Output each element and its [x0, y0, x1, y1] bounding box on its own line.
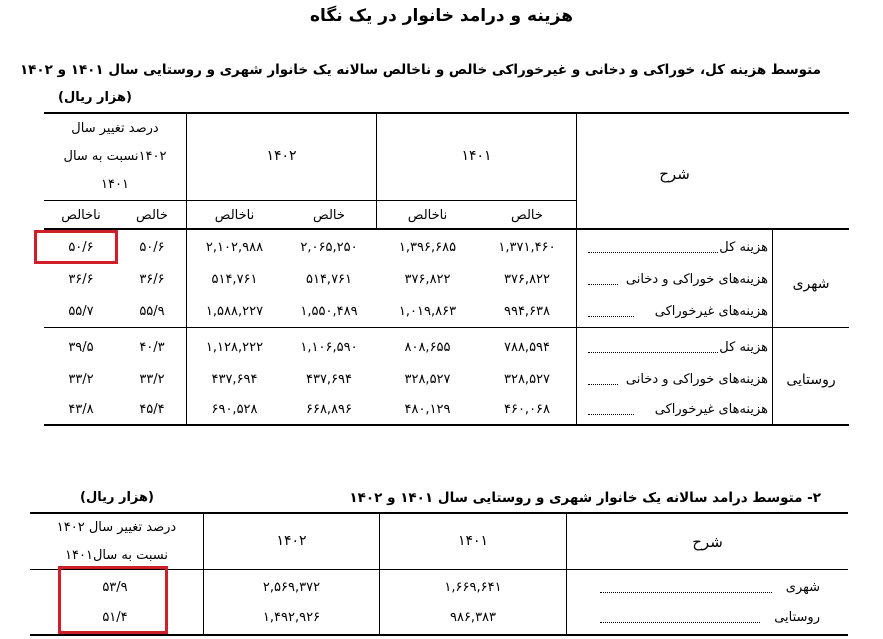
header-year-1401: ۱۴۰۱	[457, 533, 489, 549]
group-label-rural: روستایی	[786, 372, 836, 388]
expense-table: شرح ۱۴۰۱ ۱۴۰۲ درصد تغییر سال ۱۴۰۲نسبت به سال ۱۴۰۱ خالص ناخالص خالص ناخالص خالص ناخالص شهری روستایی هزینه کل ۱,۳۷۱,۴۶۰ ۱,۳۹۶,۶۸۵ ۲,۰۶۵,۲۵۰ ۲,۱۰۲,۹۸۸ ۵۰/۶ ۵۰/۶ هزینه‌های خوراکی و دخانی ۳۷۶,۸۲۲ ۳۷۶,۸۲۲ ۵۱۴,۷۶۱ ۵۱۴,۷۶۱ ۳۶/۶ ۳۶/۶ هزینه‌های غیرخوراکی ۹۹۴,۶۳۸ ۱,۰۱۹,۸۶۳ ۱,۵۵۰,۴۸۹ ۱,۵۸۸,۲۲۷ ۵۵/۹ ۵۵/۷ هزینه کل ۷۸۸,۵۹۴ ۸۰۸,۶۵۵ ۱,۱۰۶,۵۹۰ ۱,۱۲۸,۲۲۲ ۴۰/۳ ۳۹/۵ هزینه‌های خوراکی و دخانی ۳۲۸,۵۲۷ ۳۲۸,۵۲۷ ۴۳۷,۶۹۴ ۴۳۷,۶۹۴ ۳۳/۲ ۳۳/۲ هزینه‌های غیرخوراکی ۴۶۰,۰۶۸ ۴۸۰,۱۲۹ ۶۶۸,۸۹۶ ۶۹۰,۵۲۸ ۴۵/۴ ۴۳/۸	[0, 0, 883, 639]
header-year-1402: ۱۴۰۲	[276, 533, 307, 549]
row-label: هزینه‌های خوراکی و دخانی	[625, 372, 768, 387]
subheader-gross-1402: ناخالص	[214, 208, 255, 223]
highlight-box	[58, 566, 168, 634]
income-table: شرح ۱۴۰۱ ۱۴۰۲ درصد تغییر سال ۱۴۰۲ نسبت به سال۱۴۰۱ شهری ۱,۶۶۹,۶۴۱ ۲,۵۶۹,۳۷۲ ۵۳/۹ روستایی ۹۸۶,۳۸۳ ۱,۴۹۲,۹۲۶ ۵۱/۴	[0, 0, 883, 639]
header-change-line1: درصد تغییر سال	[71, 121, 159, 136]
subheader-gross-1401: ناخالص	[407, 208, 448, 223]
header-change-line2: نسبت به سال۱۴۰۱	[65, 548, 168, 563]
header-change-line1: درصد تغییر سال ۱۴۰۲	[56, 520, 177, 535]
section2-unit: (هزار ریال)	[80, 490, 154, 505]
subheader-net-change: خالص	[136, 208, 168, 223]
header-desc: شرح	[692, 533, 723, 551]
subheader-net-1402: خالص	[313, 208, 345, 223]
header-change-line3: ۱۴۰۱	[101, 177, 129, 192]
row-label: هزینه‌های خوراکی و دخانی	[625, 272, 768, 287]
header-change-line2: ۱۴۰۲نسبت به سال	[63, 149, 167, 164]
header-desc: شرح	[659, 165, 690, 183]
header-year-1402: ۱۴۰۲	[266, 148, 297, 164]
section2-title: ۲- متوسط درامد سالانه یک خانوار شهری و روستایی سال ۱۴۰۱ و ۱۴۰۲	[349, 490, 821, 506]
row-label: روستایی	[774, 610, 820, 625]
section1-unit: (هزار ریال)	[58, 90, 132, 105]
row-label: هزینه کل	[719, 240, 768, 255]
subheader-gross-change: ناخالص	[61, 208, 101, 223]
row-label: هزینه‌های غیرخوراکی	[654, 304, 768, 319]
page-title: هزینه و درامد خانوار در یک نگاه	[309, 6, 574, 26]
row-label: شهری	[785, 580, 820, 595]
subheader-net-1401: خالص	[511, 208, 543, 223]
group-label-urban: شهری	[792, 276, 830, 292]
row-label: هزینه کل	[719, 340, 768, 355]
row-label: هزینه‌های غیرخوراکی	[654, 402, 768, 417]
header-year-1401: ۱۴۰۱	[461, 148, 492, 164]
section1-title: متوسط هزینه کل، خوراکی و دخانی و غیرخوراکی خالص و ناخالص سالانه یک خانوار شهری و روستایی سال ۱۴۰۱ و ۱۴۰۲	[19, 62, 821, 78]
